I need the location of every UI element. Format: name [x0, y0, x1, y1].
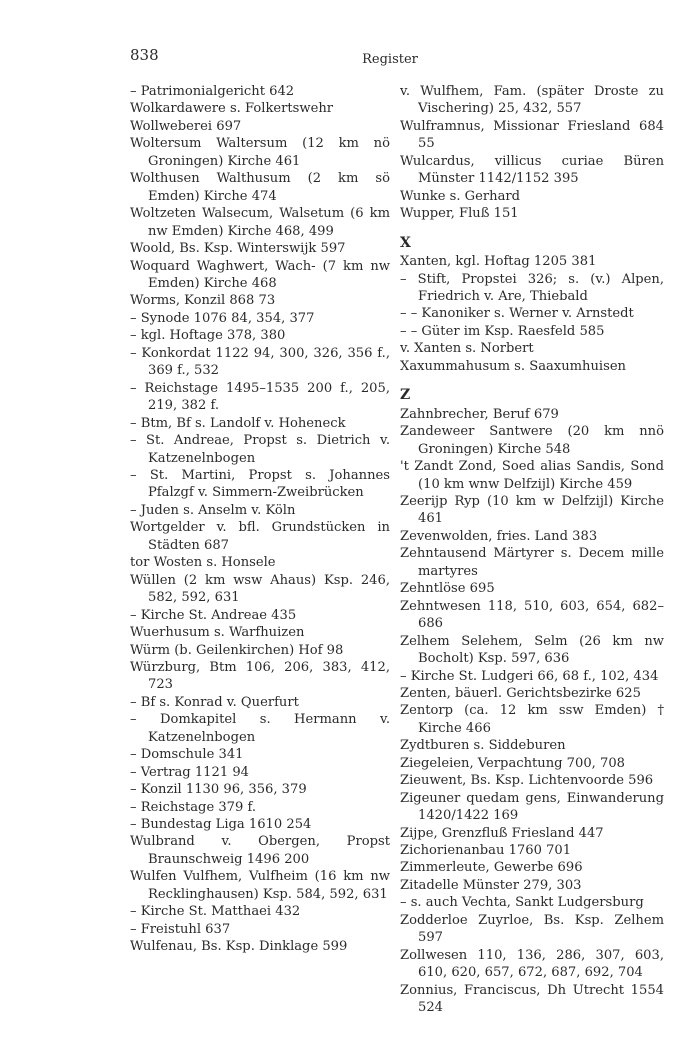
register-entry: Zelhem Selehem, Selm (26 km nw Bocholt) Ksp. 597, 636 [400, 633, 664, 667]
register-entry: Woquard Waghwert, Wach- (7 km nw Emden) Kirche 468 [130, 258, 390, 291]
register-entry: – – Güter im Ksp. Raesfeld 585 [400, 323, 605, 339]
register-entry: tor Wosten s. Honsele [130, 555, 276, 571]
register-entry: Xaxummahusum s. Saaxumhuisen [400, 358, 626, 374]
register-entry: – St. Andreae, Propst s. Dietrich v. Katzenelnbogen [130, 433, 390, 466]
register-entry: – Stift, Propstei 326; s. (v.) Alpen, Friedrich v. Are, Thiebald [400, 271, 664, 304]
register-entry: – Reichstage 379 f. [130, 799, 257, 815]
register-entry: Worms, Konzil 868 73 [130, 293, 276, 309]
register-entry: Zahnbrecher, Beruf 679 [400, 406, 559, 422]
register-entry: Zenten, bäuerl. Gerichtsbezirke 625 [400, 685, 641, 701]
register-entry: – Bundestag Liga 1610 254 [130, 817, 312, 833]
register-entry: Zichorienanbau 1760 701 [400, 843, 572, 859]
register-entry: – Freistuhl 637 [130, 921, 231, 937]
running-head: Register [362, 52, 418, 67]
register-entry: Zehntwesen 118, 510, 603, 654, 682–686 [400, 598, 664, 632]
register-entry: Zehntausend Märtyrer s. Decem mille martyres [400, 546, 664, 579]
register-entry: Wulbrand v. Obergen, Propst Braunschweig 1496 200 [130, 834, 390, 867]
register-entry: Zydtburen s. Siddeburen [400, 738, 566, 754]
register-entry: Wolkardawere s. Folkertswehr [130, 101, 334, 117]
register-entry: – Vertrag 1121 94 [130, 764, 249, 780]
page-number: 838 [130, 46, 159, 64]
register-entry: v. Xanten s. Norbert [400, 341, 534, 357]
register-entry: Wulcardus, villicus curiae Büren Münster 1142/1152 395 [400, 153, 664, 187]
register-entry: – Reichstage 1495–1535 200 f., 205, 219, 382 f. [130, 380, 390, 414]
register-entry: Wortgelder v. bfl. Grundstücken in Städten 687 [130, 520, 390, 553]
register-entry: Wunke s. Gerhard [400, 188, 521, 204]
register-entry: – St. Martini, Propst s. Johannes Pfalzgf v. Simmern-Zweibrücken [130, 467, 390, 501]
register-entry: Wulfenau, Bs. Ksp. Dinklage 599 [130, 939, 348, 955]
register-entry: – Konkordat 1122 94, 300, 326, 356 f., 369 f., 532 [130, 345, 390, 379]
register-entry: – – Kanoniker s. Werner v. Arnstedt [400, 306, 634, 322]
register-entry: Wollweberei 697 [130, 118, 242, 134]
register-entry: – Konzil 1130 96, 356, 379 [130, 782, 307, 798]
register-entry: Zevenwolden, fries. Land 383 [400, 528, 598, 544]
register-entry: Zigeuner quedam gens, Einwanderung 1420/1422 169 [400, 790, 664, 824]
register-entry: Zollwesen 110, 136, 286, 307, 603, 610, 620, 657, 672, 687, 692, 704 [400, 947, 664, 981]
register-entry: Zehntlöse 695 [400, 581, 495, 597]
register-entry: Zieuwent, Bs. Ksp. Lichtenvoorde 596 [400, 773, 654, 789]
register-entry: Würm (b. Geilenkirchen) Hof 98 [130, 642, 344, 658]
register-entry: – s. auch Vechta, Sankt Ludgersburg [400, 895, 644, 911]
register-entry: – Btm, Bf s. Landolf v. Hoheneck [130, 415, 346, 431]
register-entry: Wulframnus, Missionar Friesland 684 55 [400, 118, 664, 152]
register-entry: – kgl. Hoftage 378, 380 [130, 328, 286, 344]
register-entry: Zimmerleute, Gewerbe 696 [400, 860, 583, 876]
register-entry: Ziegeleien, Verpachtung 700, 708 [400, 755, 625, 771]
register-entry: Würzburg, Btm 106, 206, 383, 412, 723 [130, 659, 390, 693]
register-entry: – Synode 1076 84, 354, 377 [130, 310, 315, 326]
register-column-left [130, 83, 390, 956]
register-entry: – Bf s. Konrad v. Querfurt [130, 694, 299, 710]
register-entry: Zandeweer Santwere (20 km nnö Groningen) Kirche 548 [400, 424, 664, 457]
register-entry: – Kirche St. Andreae 435 [130, 607, 297, 623]
register-entry: Zodderloe Zuyrloe, Bs. Ksp. Zelhem 597 [400, 912, 664, 946]
register-entry: – Patrimonialgericht 642 [130, 84, 295, 99]
register-entry: Zeerijp Ryp (10 km w Delfzijl) Kirche 461 [400, 493, 664, 527]
register-entry: Wüllen (2 km wsw Ahaus) Ksp. 246, 582, 592, 631 [130, 572, 390, 606]
register-entry: Zijpe, Grenzfluß Friesland 447 [400, 825, 604, 841]
register-entry: – Kirche St. Ludgeri 66, 68 f., 102, 434 [400, 668, 659, 684]
register-entry: – Juden s. Anselm v. Köln [130, 502, 296, 518]
register-entry: – Kirche St. Matthaei 432 [130, 904, 301, 920]
register-entry: Zitadelle Münster 279, 303 [400, 877, 582, 893]
register-entry: Woltersum Waltersum (12 km nö Groningen) Kirche 461 [130, 136, 390, 169]
register-entry: Wolthusen Walthusum (2 km sö Emden) Kirche 474 [130, 171, 390, 204]
letter-heading-x: X [400, 234, 411, 251]
register-entry: Zentorp (ca. 12 km ssw Emden) † Kirche 466 [400, 703, 664, 736]
register-entry: v. Wulfhem, Fam. (später Droste zu Vischering) 25, 432, 557 [400, 84, 664, 117]
register-entry: 't Zandt Zond, Soed alias Sandis, Sond (10 km wnw Delfzijl) Kirche 459 [400, 459, 664, 492]
register-entry: Xanten, kgl. Hoftag 1205 381 [400, 254, 597, 270]
register-entry: Zonnius, Franciscus, Dh Utrecht 1554 524 [400, 982, 664, 1016]
register-entry: Wulfen Vulfhem, Vulfheim (16 km nw Recklinghausen) Ksp. 584, 592, 631 [130, 869, 390, 902]
register-entry: Wuerhusum s. Warfhuizen [130, 625, 305, 641]
register-entry: – Domschule 341 [130, 747, 244, 763]
register-column-right [400, 83, 664, 1017]
letter-heading-z: Z [400, 387, 411, 404]
register-entry: – Domkapitel s. Hermann v. Katzenelnbogen [130, 712, 390, 745]
register-entry: Woold, Bs. Ksp. Winterswijk 597 [130, 241, 346, 257]
register-entry: Woltzeten Walsecum, Walsetum (6 km nw Emden) Kirche 468, 499 [130, 206, 390, 239]
register-entry: Wupper, Fluß 151 [400, 206, 519, 222]
